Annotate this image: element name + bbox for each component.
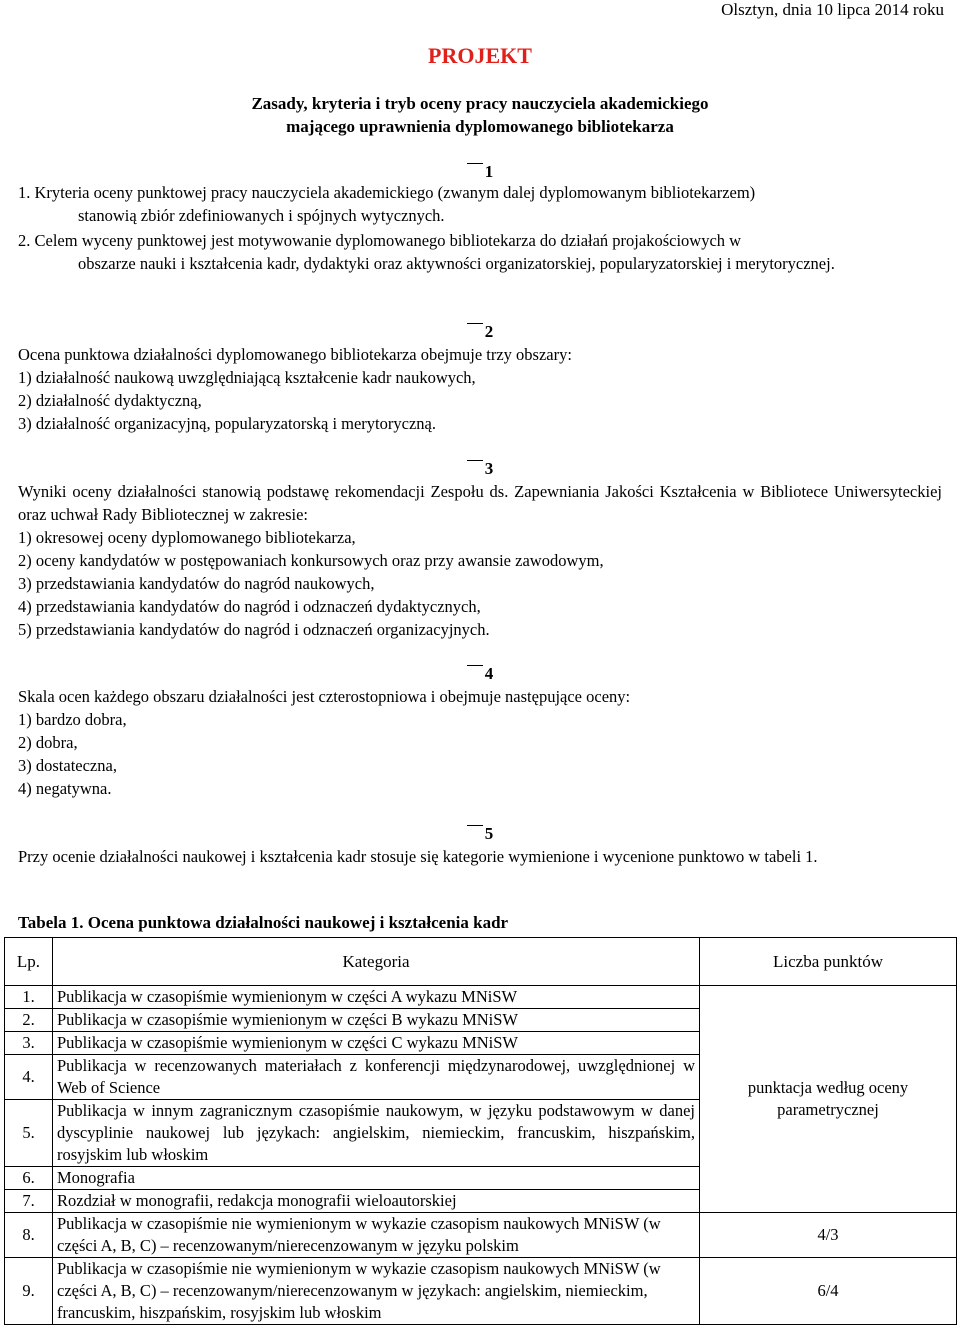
list-item: 1) okresowej oceny dyplomowanego bibliotekarza, <box>18 528 356 547</box>
row-lp: 1. <box>5 986 53 1009</box>
document-title <box>0 92 960 138</box>
section-1-paragraph-1-cont: stanowią zbiór zdefiniowanych i spójnych wytycznych. <box>78 206 445 225</box>
list-item: 2) działalność dydaktyczną, <box>18 391 202 410</box>
section-5-intro: Przy ocenie działalności naukowej i kształcenia kadr stosuje się kategorie wymienione i wycenione punktowo w tabeli 1. <box>18 847 818 866</box>
section-2-heading <box>0 322 960 342</box>
section-mark <box>467 665 483 666</box>
list-item: 3) dostateczna, <box>18 756 117 775</box>
list-item: 5) przedstawiania kandydatów do nagród i odznaczeń organizacyjnych. <box>18 620 490 639</box>
row-category: Publikacja w czasopiśmie nie wymienionym w wykazie czasopism naukowych MNiSW (w części A, B, C) – recenzowanym/nierecenzowanym w językach: angielskim, niemieckim, francuskim, hiszpańskim, rosyjskim lub włoskim <box>53 1258 700 1325</box>
section-number: 4 <box>484 664 494 683</box>
row-lp: 5. <box>5 1100 53 1167</box>
row-category: Monografia <box>53 1167 700 1190</box>
section-4-intro: Skala ocen każdego obszaru działalności jest czterostopniowa i obejmuje następujące oceny: <box>18 687 631 706</box>
title-line-2: mającego uprawnienia dyplomowanego bibliotekarza <box>286 117 674 136</box>
section-2-intro: Ocena punktowa działalności dyplomowanego bibliotekarza obejmuje trzy obszary: <box>18 345 572 364</box>
section-mark <box>467 825 483 826</box>
row-lp: 2. <box>5 1009 53 1032</box>
header-points: Liczba punktów <box>700 938 957 986</box>
list-item: 3) przedstawiania kandydatów do nagród naukowych, <box>18 574 375 593</box>
section-4-heading <box>0 664 960 684</box>
table-header-row <box>5 938 957 986</box>
row-points: 6/4 <box>700 1258 957 1325</box>
section-5-heading <box>0 824 960 844</box>
section-3-intro: Wyniki oceny działalności stanowią podstawę rekomendacji Zespołu ds. Zapewniania Jakości Kształcenia w Bibliotece Uniwersyteckiej oraz uchwał Rady Bibliotecznej w zakresie: <box>18 482 942 524</box>
paragraph-number: 1. <box>18 183 31 202</box>
points-table <box>4 937 957 1325</box>
table-row <box>5 1258 957 1325</box>
section-mark <box>467 323 483 324</box>
row-lp: 9. <box>5 1258 53 1325</box>
projekt-heading: PROJEKT <box>428 43 532 68</box>
table-row <box>5 1213 957 1258</box>
list-item: 2) oceny kandydatów w postępowaniach konkursowych oraz przy awansie zawodowym, <box>18 551 604 570</box>
section-number: 3 <box>484 459 494 478</box>
paragraph-text: Celem wyceny punktowej jest motywowanie dyplomowanego bibliotekarza do działań projakościowych w <box>34 231 742 250</box>
row-lp: 8. <box>5 1213 53 1258</box>
section-number: 5 <box>484 824 494 843</box>
section-1-paragraph-2 <box>18 229 942 252</box>
list-item: 1) bardzo dobra, <box>18 710 127 729</box>
section-mark <box>467 163 483 164</box>
table-caption: Tabela 1. Ocena punktowa działalności naukowej i kształcenia kadr <box>18 913 509 932</box>
row-category: Publikacja w czasopiśmie wymienionym w części A wykazu MNiSW <box>53 986 700 1009</box>
row-points: 4/3 <box>700 1213 957 1258</box>
paragraph-number: 2. <box>18 231 31 250</box>
section-number: 1 <box>484 162 494 181</box>
row-category: Publikacja w czasopiśmie nie wymienionym w wykazie czasopism naukowych MNiSW (w części A, B, C) – recenzowanym/nierecenzowanym w języku polskim <box>53 1213 700 1258</box>
section-number: 2 <box>484 322 494 341</box>
row-category: Publikacja w czasopiśmie wymienionym w części B wykazu MNiSW <box>53 1009 700 1032</box>
row-category: Publikacja w czasopiśmie wymienionym w części C wykazu MNiSW <box>53 1032 700 1055</box>
row-category: Rozdział w monografii, redakcja monografii wieloautorskiej <box>53 1190 700 1213</box>
section-2-body <box>18 343 942 435</box>
section-1-heading <box>0 162 960 182</box>
section-1-paragraph-2-cont: obszarze nauki i kształcenia kadr, dydaktyki oraz aktywności organizatorskiej, popularyzatorskiej i merytorycznej. <box>78 254 835 273</box>
header-category: Kategoria <box>53 938 700 986</box>
title-line-1: Zasady, kryteria i tryb oceny pracy nauczyciela akademickiego <box>251 94 709 113</box>
list-item: 2) dobra, <box>18 733 78 752</box>
list-item: 1) działalność naukową uwzględniającą kształcenie kadr naukowych, <box>18 368 476 387</box>
paragraph-text: Kryteria oceny punktowej pracy nauczyciela akademickiego (zwanym dalej dyplomowanym bibliotekarzem) <box>34 183 756 202</box>
row-lp: 7. <box>5 1190 53 1213</box>
row-lp: 3. <box>5 1032 53 1055</box>
row-lp: 4. <box>5 1055 53 1100</box>
table-row <box>5 986 957 1009</box>
city-date: Olsztyn, dnia 10 lipca 2014 roku <box>721 0 944 19</box>
row-category: Publikacja w recenzowanych materiałach z konferencji międzynarodowej, uwzględnionej w Web of Science <box>53 1055 700 1100</box>
list-item: 4) przedstawiania kandydatów do nagród i odznaczeń dydaktycznych, <box>18 597 481 616</box>
section-3-body <box>18 480 942 641</box>
section-3-heading <box>0 459 960 479</box>
row-category: Publikacja w innym zagranicznym czasopiśmie naukowym, w języku podstawowym w danej dyscyplinie naukowej lub językach: angielskim, niemieckim, francuskim, hiszpańskim, rosyjskim lub włoskim <box>53 1100 700 1167</box>
section-1-paragraph-1 <box>18 181 942 204</box>
list-item: 3) działalność organizacyjną, popularyzatorską i merytoryczną. <box>18 414 436 433</box>
list-item: 4) negatywna. <box>18 779 112 798</box>
section-mark <box>467 460 483 461</box>
row-lp: 6. <box>5 1167 53 1190</box>
section-4-body <box>18 685 942 800</box>
merged-points-cell: punktacja według oceny parametrycznej <box>700 986 957 1213</box>
header-lp: Lp. <box>5 938 53 986</box>
